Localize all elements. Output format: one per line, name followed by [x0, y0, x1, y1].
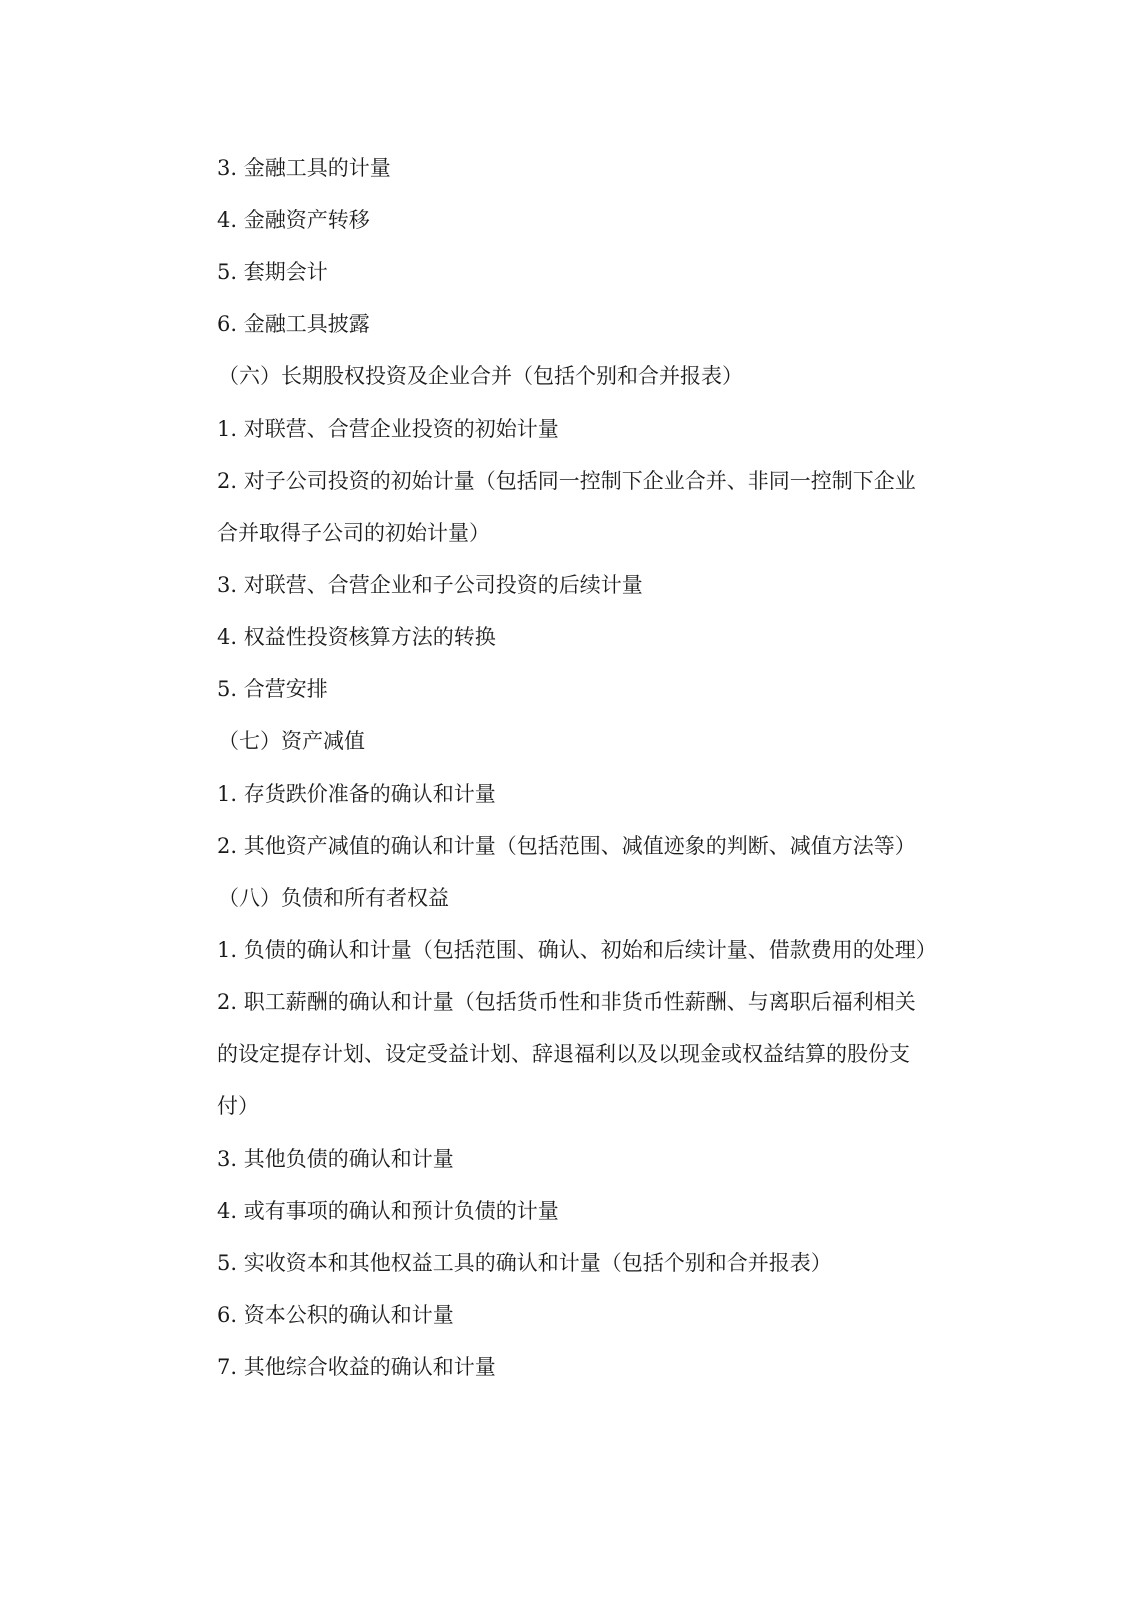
list-item: 5. 套期会计: [217, 260, 328, 284]
list-item: 3. 对联营、合营企业和子公司投资的后续计量: [217, 573, 643, 597]
list-item: 4. 或有事项的确认和预计负债的计量: [217, 1199, 559, 1223]
list-item-continuation: 的设定提存计划、设定受益计划、辞退福利以及以现金或权益结算的股份支: [217, 1042, 910, 1066]
list-item: 3. 金融工具的计量: [217, 156, 391, 180]
section-heading: （七）资产减值: [218, 729, 365, 753]
list-item: 6. 金融工具披露: [217, 312, 370, 336]
list-item: 2. 对子公司投资的初始计量（包括同一控制下企业合并、非同一控制下企业: [217, 469, 916, 493]
list-item: 1. 负债的确认和计量（包括范围、确认、初始和后续计量、借款费用的处理）: [217, 938, 937, 962]
list-item: 4. 金融资产转移: [217, 208, 370, 232]
list-item: 7. 其他综合收益的确认和计量: [217, 1355, 496, 1379]
list-item-continuation: 付）: [217, 1094, 259, 1118]
list-item: 1. 对联营、合营企业投资的初始计量: [217, 417, 559, 441]
list-item: 5. 合营安排: [217, 677, 328, 701]
list-item: 2. 职工薪酬的确认和计量（包括货币性和非货币性薪酬、与离职后福利相关: [217, 990, 916, 1014]
list-item-continuation: 合并取得子公司的初始计量）: [217, 521, 490, 545]
list-item: 5. 实收资本和其他权益工具的确认和计量（包括个别和合并报表）: [217, 1251, 832, 1275]
list-item: 4. 权益性投资核算方法的转换: [217, 625, 496, 649]
section-heading: （八）负债和所有者权益: [218, 886, 449, 910]
list-item: 1. 存货跌价准备的确认和计量: [217, 782, 496, 806]
list-item: 2. 其他资产减值的确认和计量（包括范围、减值迹象的判断、减值方法等）: [217, 834, 916, 858]
list-item: 3. 其他负债的确认和计量: [217, 1147, 454, 1171]
list-item: 6. 资本公积的确认和计量: [217, 1303, 454, 1327]
section-heading: （六）长期股权投资及企业合并（包括个别和合并报表）: [218, 364, 743, 388]
